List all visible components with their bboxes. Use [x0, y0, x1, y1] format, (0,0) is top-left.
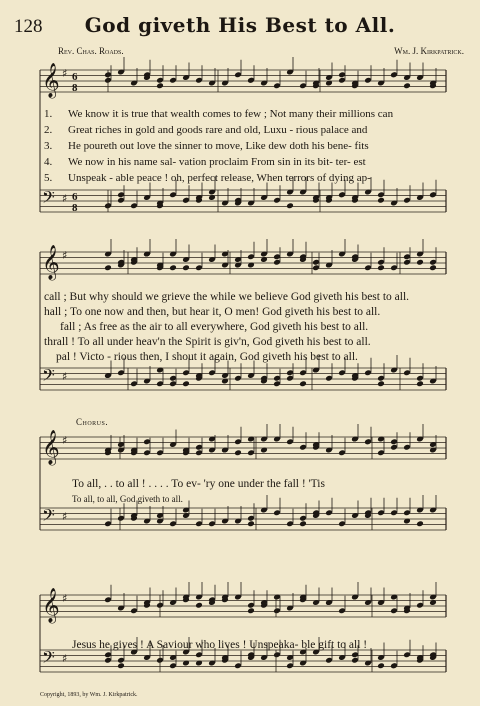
treble-clef-icon: 𝄞: [42, 588, 60, 623]
key-signature-sharp-icon: ♯: [62, 370, 68, 383]
time-signature-bottom: 8: [72, 202, 78, 214]
verse-5-line-1: 5. Unspeak - able peace ! oh, perfect release, When terrors of dying ap-: [44, 172, 371, 184]
verse-3-line-1: 3. He poureth out love the sinner to move, Like dew doth his bene- fits: [44, 140, 369, 152]
chorus-line-2: Jesus he gives ! A Saviour who lives ! Unspeaka- ble gift to all !: [72, 639, 368, 651]
treble-clef-icon: 𝄞: [42, 245, 60, 280]
composer-credit: Wm. J. Kirkpatrick.: [394, 46, 464, 56]
time-signature-bottom: 8: [72, 82, 78, 94]
bass-clef-icon: 𝄢: [42, 365, 55, 389]
verse-1-line-1: 1. We know it is true that wealth comes to few ; Not many their millions can: [44, 108, 394, 120]
time-signature-top: 6: [72, 71, 78, 83]
bass-clef-icon: 𝄢: [42, 505, 55, 529]
verse-5-line-2: pal ! Victo - rious then, I shout it again, God giveth his best to all.: [56, 351, 358, 363]
verse-1-line-2: call ; But why should we grieve the while we believe God giveth his best to all.: [44, 291, 410, 303]
chorus-label: Chorus.: [76, 417, 109, 427]
bass-clef-icon: 𝄢: [42, 187, 55, 211]
verse-4-line-1: 4. We now in his name sal- vation proclaim From sin in its bit- ter- est: [44, 156, 366, 168]
key-signature-sharp-icon: ♯: [62, 510, 68, 523]
bass-clef-icon: 𝄢: [42, 647, 55, 671]
chorus-line-1-bass: To all, to all, God giveth to all.: [72, 494, 183, 504]
chorus-line-1: To all, . . to all ! . . . . To ev- 'ry one under the fall ! 'Tis: [72, 478, 325, 490]
verse-2-line-2: hall ; To one now and then, but hear it, O men! God giveth his best to all.: [44, 306, 381, 318]
hymn-title: God giveth His Best to All.: [84, 13, 396, 37]
verse-4-line-2: thrall ! To all under heav'n the Spirit is giv'n, God giveth his best to all.: [44, 336, 371, 348]
key-signature-sharp-icon: ♯: [62, 192, 68, 205]
key-signature-sharp-icon: ♯: [62, 67, 68, 80]
key-signature-sharp-icon: ♯: [62, 434, 68, 447]
verse-2-line-1: 2. Great riches in gold and goods rare and old, Luxu - rious palace and: [44, 124, 368, 136]
key-signature-sharp-icon: ♯: [62, 249, 68, 262]
time-signature-top: 6: [72, 191, 78, 203]
treble-clef-icon: 𝄞: [42, 430, 60, 465]
key-signature-sharp-icon: ♯: [62, 652, 68, 665]
lyricist-credit: Rev. Chas. Roads.: [58, 46, 124, 56]
treble-clef-icon: 𝄞: [42, 63, 60, 98]
verse-3-line-2: fall ; As free as the air to all everywhere, God giveth his best to all.: [60, 321, 369, 333]
key-signature-sharp-icon: ♯: [62, 592, 68, 605]
copyright-notice: Copyright, 1893, by Wm. J. Kirkpatrick.: [40, 692, 138, 698]
page-number: 128: [14, 16, 43, 37]
